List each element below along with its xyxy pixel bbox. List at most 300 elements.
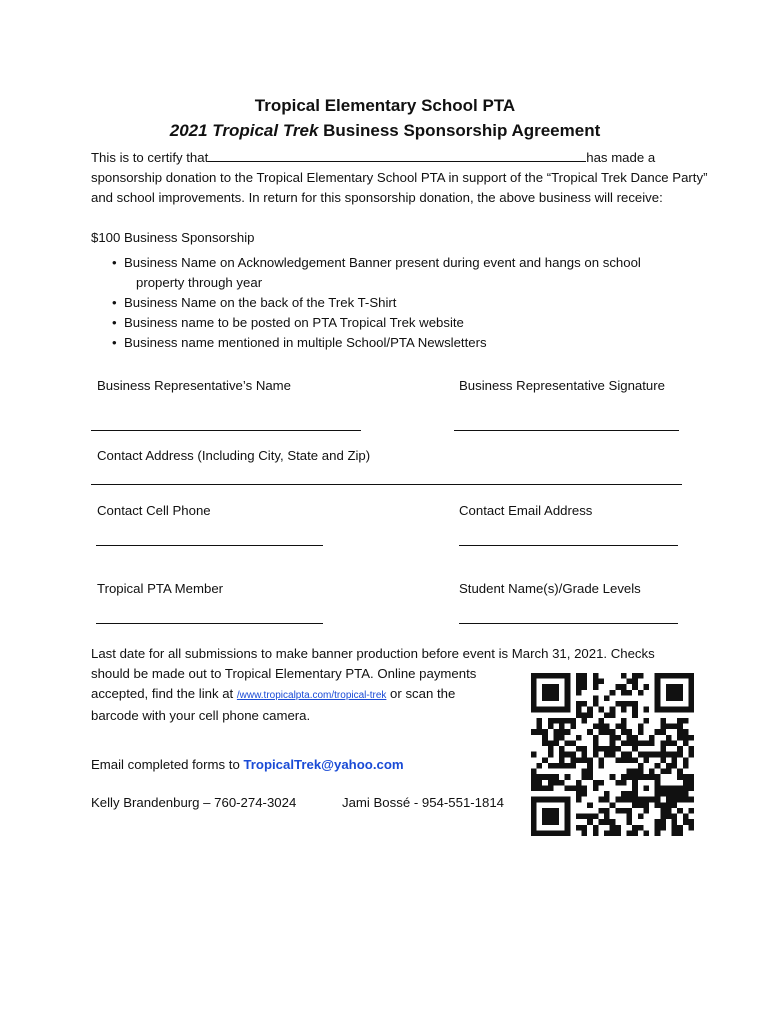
- qr-module: [672, 785, 678, 791]
- qr-module: [542, 797, 548, 803]
- rep-name-field[interactable]: [91, 430, 361, 431]
- qr-module: [643, 707, 649, 713]
- qr-module: [677, 690, 683, 696]
- qr-module: [666, 735, 672, 741]
- rep-signature-label: Business Representative Signature: [459, 378, 665, 393]
- qr-module: [672, 695, 678, 701]
- qr-module: [683, 797, 689, 803]
- qr-module: [542, 690, 548, 696]
- qr-module: [672, 757, 678, 763]
- qr-module: [582, 785, 588, 791]
- list-item: [112, 333, 712, 353]
- qr-module: [621, 808, 627, 814]
- pta-member-label: Tropical PTA Member: [97, 581, 224, 596]
- qr-module: [531, 797, 537, 803]
- qr-module: [666, 802, 672, 808]
- qr-module: [604, 712, 610, 718]
- qr-module: [638, 724, 644, 730]
- bullet-icon: •: [112, 295, 117, 310]
- qr-module: [576, 690, 582, 696]
- qr-module: [683, 814, 689, 820]
- qr-module: [649, 752, 655, 758]
- qr-module: [683, 791, 689, 797]
- qr-module: [537, 785, 543, 791]
- qr-module: [660, 819, 666, 825]
- qr-module: [553, 763, 559, 769]
- qr-module: [565, 679, 571, 685]
- qr-module: [593, 780, 599, 786]
- intro-paragraph: [91, 148, 751, 208]
- qr-module: [548, 690, 554, 696]
- qr-module: [604, 752, 610, 758]
- student-field[interactable]: [459, 623, 678, 624]
- qr-module: [598, 718, 604, 724]
- qr-module: [537, 830, 543, 836]
- qr-module: [582, 791, 588, 797]
- benefit-text-continued: property through year: [136, 275, 263, 290]
- qr-module: [576, 701, 582, 707]
- qr-module: [598, 819, 604, 825]
- qr-module: [542, 735, 548, 741]
- qr-module: [582, 746, 588, 752]
- qr-module: [598, 763, 604, 769]
- qr-module: [683, 729, 689, 735]
- submission-line-3-prefix: accepted, find the link at: [91, 686, 237, 701]
- qr-module: [598, 797, 604, 803]
- qr-module: [627, 791, 633, 797]
- qr-module: [660, 757, 666, 763]
- qr-module: [627, 679, 633, 685]
- qr-module: [610, 729, 616, 735]
- qr-module: [632, 746, 638, 752]
- qr-module: [627, 757, 633, 763]
- qr-module: [677, 673, 683, 679]
- qr-module: [593, 701, 599, 707]
- qr-module: [677, 724, 683, 730]
- qr-module: [688, 695, 694, 701]
- qr-module: [632, 712, 638, 718]
- qr-module: [615, 825, 621, 831]
- student-label: Student Name(s)/Grade Levels: [459, 581, 641, 596]
- intro-line-2: sponsorship donation to the Tropical Elementary School PTA in support of the “Tropical Trek Dance Party”: [91, 170, 708, 185]
- qr-module: [649, 740, 655, 746]
- qr-module: [660, 673, 666, 679]
- qr-module: [548, 673, 554, 679]
- qr-module: [655, 684, 661, 690]
- qr-module: [632, 707, 638, 713]
- qr-module: [604, 791, 610, 797]
- qr-module: [660, 825, 666, 831]
- qr-module: [621, 757, 627, 763]
- qr-module: [649, 735, 655, 741]
- qr-module: [593, 752, 599, 758]
- qr-module: [627, 808, 633, 814]
- qr-module: [660, 746, 666, 752]
- qr-module: [621, 701, 627, 707]
- qr-module: [553, 735, 559, 741]
- qr-module: [531, 830, 537, 836]
- qr-module: [672, 690, 678, 696]
- qr-module: [688, 752, 694, 758]
- qr-module: [548, 780, 554, 786]
- qr-module: [683, 735, 689, 741]
- qr-module: [688, 780, 694, 786]
- qr-module: [593, 740, 599, 746]
- qr-module: [660, 802, 666, 808]
- list-item: [112, 313, 712, 333]
- qr-module: [610, 802, 616, 808]
- pta-member-field[interactable]: [96, 623, 323, 624]
- qr-module: [604, 830, 610, 836]
- qr-module: [688, 684, 694, 690]
- benefit-text: Business name mentioned in multiple School/PTA Newsletters: [124, 335, 487, 350]
- qr-module: [672, 763, 678, 769]
- qr-module: [593, 825, 599, 831]
- qr-module: [598, 808, 604, 814]
- qr-module: [666, 769, 672, 775]
- certify-suffix: has made a: [586, 150, 656, 165]
- qr-module: [677, 830, 683, 836]
- qr-module: [683, 673, 689, 679]
- qr-module: [632, 785, 638, 791]
- email-prefix: Email completed forms to: [91, 757, 244, 772]
- qr-module: [548, 785, 554, 791]
- qr-module: [582, 825, 588, 831]
- qr-module: [531, 679, 537, 685]
- qr-module: [531, 695, 537, 701]
- qr-module: [553, 819, 559, 825]
- qr-module: [531, 802, 537, 808]
- qr-module: [655, 673, 661, 679]
- qr-module: [627, 740, 633, 746]
- qr-module: [610, 746, 616, 752]
- qr-module: [604, 819, 610, 825]
- qr-module: [643, 757, 649, 763]
- qr-module: [565, 701, 571, 707]
- qr-module: [688, 701, 694, 707]
- qr-module: [655, 729, 661, 735]
- qr-module: [548, 752, 554, 758]
- qr-module: [683, 780, 689, 786]
- qr-module: [621, 791, 627, 797]
- qr-module: [615, 808, 621, 814]
- qr-module: [672, 724, 678, 730]
- benefits-list: [112, 253, 712, 353]
- qr-module: [655, 701, 661, 707]
- qr-module: [576, 780, 582, 786]
- qr-module: [660, 752, 666, 758]
- qr-module: [587, 802, 593, 808]
- qr-module: [666, 695, 672, 701]
- qr-module: [582, 774, 588, 780]
- qr-module: [655, 802, 661, 808]
- qr-module: [688, 797, 694, 803]
- qr-module: [610, 740, 616, 746]
- qr-module: [638, 814, 644, 820]
- qr-module: [666, 814, 672, 820]
- qr-module: [666, 684, 672, 690]
- qr-module: [683, 740, 689, 746]
- qr-module: [542, 808, 548, 814]
- email-field[interactable]: [459, 545, 678, 546]
- benefit-text: Business Name on Acknowledgement Banner present during event and hangs on school: [124, 255, 641, 270]
- qr-module: [627, 814, 633, 820]
- qr-module: [576, 679, 582, 685]
- qr-module: [660, 808, 666, 814]
- qr-module: [677, 769, 683, 775]
- cell-phone-field[interactable]: [96, 545, 323, 546]
- qr-module: [531, 673, 537, 679]
- qr-module: [677, 735, 683, 741]
- qr-module: [604, 724, 610, 730]
- qr-module: [537, 797, 543, 803]
- qr-module: [638, 690, 644, 696]
- qr-module: [559, 757, 565, 763]
- qr-module: [688, 785, 694, 791]
- qr-module: [677, 791, 683, 797]
- qr-module: [615, 735, 621, 741]
- qr-module: [638, 774, 644, 780]
- qr-module: [570, 718, 576, 724]
- qr-module: [655, 679, 661, 685]
- qr-module: [627, 774, 633, 780]
- benefit-text: Business Name on the back of the Trek T-Shirt: [124, 295, 397, 310]
- qr-module: [559, 797, 565, 803]
- qr-module: [610, 752, 616, 758]
- email-label: Contact Email Address: [459, 503, 593, 518]
- qr-module: [666, 752, 672, 758]
- qr-module: [565, 673, 571, 679]
- qr-module: [660, 814, 666, 820]
- qr-module: [576, 785, 582, 791]
- qr-module: [582, 701, 588, 707]
- qr-module: [610, 690, 616, 696]
- rep-signature-field[interactable]: [454, 430, 679, 431]
- qr-module: [632, 701, 638, 707]
- qr-module: [553, 707, 559, 713]
- qr-module: [542, 757, 548, 763]
- qr-module: [604, 746, 610, 752]
- qr-module: [627, 752, 633, 758]
- qr-module: [542, 814, 548, 820]
- intro-line-3: and school improvements. In return for this sponsorship donation, the above business will receive:: [91, 190, 663, 205]
- qr-module: [655, 690, 661, 696]
- qr-module: [587, 757, 593, 763]
- document-title: Tropical Elementary School PTA: [254, 96, 516, 115]
- qr-module: [604, 797, 610, 803]
- qr-module: [553, 684, 559, 690]
- qr-module: [553, 808, 559, 814]
- qr-module: [683, 785, 689, 791]
- qr-module: [677, 752, 683, 758]
- qr-module: [593, 724, 599, 730]
- qr-module: [559, 746, 565, 752]
- qr-module: [610, 825, 616, 831]
- qr-module: [553, 695, 559, 701]
- qr-module: [582, 718, 588, 724]
- qr-module: [660, 707, 666, 713]
- qr-module: [643, 752, 649, 758]
- qr-module: [542, 819, 548, 825]
- qr-module: [627, 819, 633, 825]
- qr-module: [570, 757, 576, 763]
- contact-kelly: Kelly Brandenburg – 760-274-3024: [91, 795, 297, 810]
- qr-module: [643, 808, 649, 814]
- qr-module: [598, 746, 604, 752]
- qr-module: [688, 825, 694, 831]
- qr-module: [593, 830, 599, 836]
- qr-module: [615, 701, 621, 707]
- qr-module: [655, 797, 661, 803]
- benefit-text: Business name to be posted on PTA Tropical Trek website: [124, 315, 464, 330]
- qr-module: [537, 718, 543, 724]
- qr-module: [582, 673, 588, 679]
- submission-line-1: Last date for all submissions to make banner production before event is March 31, 2021. Checks: [91, 646, 655, 661]
- qr-module: [638, 740, 644, 746]
- qr-module: [672, 802, 678, 808]
- qr-module: [553, 774, 559, 780]
- business-name-blank[interactable]: [208, 149, 586, 162]
- qr-module: [548, 763, 554, 769]
- qr-module: [660, 785, 666, 791]
- qr-module: [683, 707, 689, 713]
- qr-module: [542, 684, 548, 690]
- qr-module: [559, 724, 565, 730]
- qr-module: [677, 785, 683, 791]
- qr-module: [565, 830, 571, 836]
- qr-module: [621, 718, 627, 724]
- qr-module: [582, 757, 588, 763]
- qr-module: [559, 673, 565, 679]
- contact-email-link[interactable]: TropicalTrek@yahoo.com: [243, 757, 404, 772]
- qr-module: [649, 769, 655, 775]
- qr-module: [677, 797, 683, 803]
- contact-jami: Jami Bossé - 954-551-1814: [342, 795, 505, 810]
- qr-module: [548, 684, 554, 690]
- qr-module: [553, 690, 559, 696]
- qr-module: [621, 729, 627, 735]
- qr-module: [655, 774, 661, 780]
- qr-module: [621, 774, 627, 780]
- payment-link[interactable]: /www.tropicalpta.com/tropical-trek: [236, 690, 387, 701]
- qr-module: [598, 679, 604, 685]
- qr-module: [627, 830, 633, 836]
- qr-module: [531, 690, 537, 696]
- qr-module: [565, 814, 571, 820]
- qr-module: [542, 785, 548, 791]
- address-field[interactable]: [91, 484, 682, 485]
- qr-module: [688, 735, 694, 741]
- qr-module: [576, 757, 582, 763]
- qr-module: [638, 673, 644, 679]
- qr-module: [643, 802, 649, 808]
- qr-module: [627, 690, 633, 696]
- qr-module: [666, 785, 672, 791]
- qr-module: [677, 729, 683, 735]
- qr-module: [672, 814, 678, 820]
- list-item: [112, 273, 712, 293]
- qr-module: [660, 724, 666, 730]
- qr-module: [672, 819, 678, 825]
- qr-module: [548, 718, 554, 724]
- qr-module: [548, 830, 554, 836]
- qr-module: [593, 735, 599, 741]
- qr-module: [688, 746, 694, 752]
- qr-module: [672, 791, 678, 797]
- qr-module: [570, 740, 576, 746]
- qr-code-icon[interactable]: [531, 673, 694, 836]
- qr-module: [604, 729, 610, 735]
- qr-module: [688, 707, 694, 713]
- bullet-icon: •: [112, 255, 117, 270]
- qr-module: [621, 707, 627, 713]
- submission-line-4: barcode with your cell phone camera.: [91, 708, 311, 723]
- qr-module: [677, 774, 683, 780]
- qr-module: [553, 830, 559, 836]
- qr-module: [565, 695, 571, 701]
- qr-module: [548, 808, 554, 814]
- qr-module: [683, 718, 689, 724]
- qr-module: [565, 785, 571, 791]
- qr-module: [593, 684, 599, 690]
- qr-module: [531, 780, 537, 786]
- qr-module: [582, 712, 588, 718]
- qr-module: [632, 679, 638, 685]
- qr-module: [570, 724, 576, 730]
- qr-module: [632, 780, 638, 786]
- qr-module: [587, 774, 593, 780]
- qr-module: [621, 673, 627, 679]
- qr-module: [553, 740, 559, 746]
- subtitle-rest: Business Sponsorship Agreement: [318, 121, 601, 140]
- qr-module: [610, 819, 616, 825]
- qr-module: [531, 729, 537, 735]
- qr-module: [677, 825, 683, 831]
- qr-module: [638, 797, 644, 803]
- submission-line-2: should be made out to Tropical Elementary PTA. Online payments: [91, 666, 477, 681]
- qr-module: [576, 673, 582, 679]
- qr-module: [683, 757, 689, 763]
- qr-module: [565, 690, 571, 696]
- qr-module: [610, 712, 616, 718]
- qr-module: [531, 684, 537, 690]
- qr-module: [565, 752, 571, 758]
- qr-module: [587, 819, 593, 825]
- qr-module: [559, 780, 565, 786]
- qr-module: [548, 746, 554, 752]
- qr-module: [632, 797, 638, 803]
- qr-module: [638, 802, 644, 808]
- qr-module: [627, 735, 633, 741]
- qr-module: [677, 746, 683, 752]
- qr-module: [593, 679, 599, 685]
- qr-module: [553, 729, 559, 735]
- qr-module: [542, 729, 548, 735]
- qr-module: [582, 752, 588, 758]
- qr-module: [576, 735, 582, 741]
- qr-module: [559, 729, 565, 735]
- qr-module: [531, 769, 537, 775]
- qr-module: [666, 791, 672, 797]
- qr-module: [576, 746, 582, 752]
- qr-module: [627, 797, 633, 803]
- qr-module: [587, 769, 593, 775]
- qr-module: [672, 797, 678, 803]
- qr-module: [627, 769, 633, 775]
- qr-module: [559, 830, 565, 836]
- qr-module: [593, 785, 599, 791]
- qr-module: [615, 746, 621, 752]
